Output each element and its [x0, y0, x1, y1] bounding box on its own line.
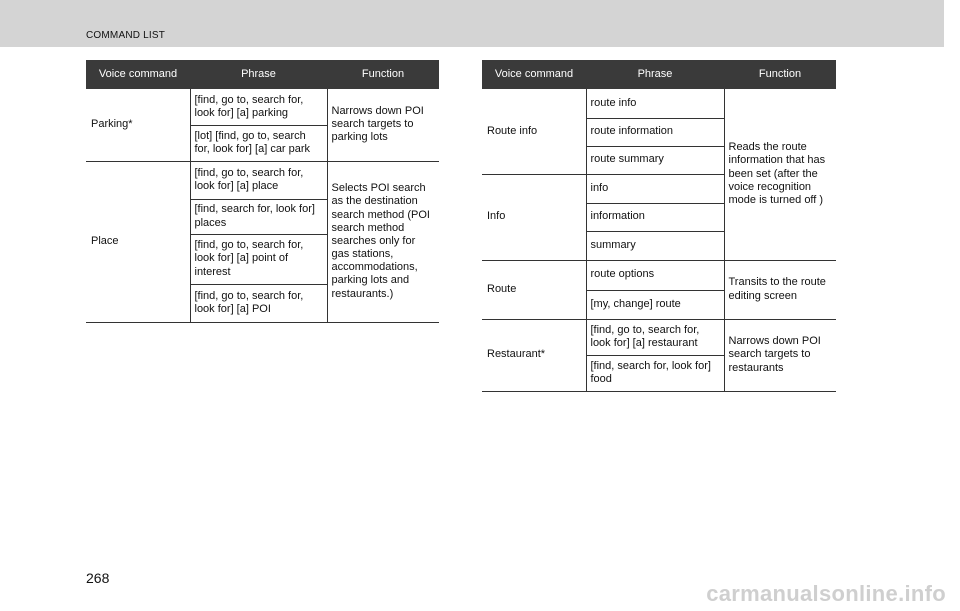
column-header-voice-command: Voice command: [86, 60, 190, 89]
column-header-phrase: Phrase: [190, 60, 327, 89]
table-row: [86, 161, 439, 199]
function-cell: Selects POI search as the destination search method (POI search method searches only for gas stations, accommodations, parking lots and restaurants.): [327, 161, 439, 322]
table-row: [482, 89, 836, 118]
phrase-cell: summary: [586, 231, 724, 260]
watermark: carmanualsonline.info: [706, 581, 946, 606]
table-row: [86, 89, 439, 125]
phrase-cell: [find, go to, search for, look for] [a] POI: [190, 284, 327, 322]
voice-command-cell: Info: [482, 174, 586, 260]
phrase-cell: [lot] [find, go to, search for, look for] [a] car park: [190, 125, 327, 161]
table-header-row: [86, 60, 439, 89]
phrase-cell: [find, go to, search for, look for] [a] place: [190, 161, 327, 199]
voice-command-cell: Route: [482, 260, 586, 319]
voice-command-cell: Route info: [482, 89, 586, 174]
phrase-cell: [find, go to, search for, look for] [a] point of interest: [190, 234, 327, 284]
function-cell: Reads the route information that has been set (after the voice recognition mode is turned off ): [724, 89, 836, 260]
phrase-cell: info: [586, 174, 724, 203]
page-number: 268: [86, 570, 110, 586]
phrase-cell: route options: [586, 260, 724, 290]
column-header-function: Function: [724, 60, 836, 89]
table-row: [482, 319, 836, 355]
command-table-left: [86, 60, 439, 323]
phrase-cell: [my, change] route: [586, 290, 724, 319]
phrase-cell: [find, search for, look for] places: [190, 199, 327, 234]
phrase-cell: route info: [586, 89, 724, 118]
command-table-right: [482, 60, 836, 392]
voice-command-cell: Parking*: [86, 89, 190, 161]
function-cell: Narrows down POI search targets to restaurants: [724, 319, 836, 391]
column-header-function: Function: [327, 60, 439, 89]
phrase-cell: [find, go to, search for, look for] [a] restaurant: [586, 319, 724, 355]
table-header-row: [482, 60, 836, 89]
column-header-phrase: Phrase: [586, 60, 724, 89]
function-cell: Narrows down POI search targets to parking lots: [327, 89, 439, 161]
function-cell: Transits to the route editing screen: [724, 260, 836, 319]
voice-command-cell: Place: [86, 161, 190, 322]
table-row: [482, 260, 836, 290]
page-header-title: COMMAND LIST: [86, 30, 166, 41]
phrase-cell: route information: [586, 118, 724, 146]
voice-command-cell: Restaurant*: [482, 319, 586, 391]
phrase-cell: route summary: [586, 146, 724, 174]
phrase-cell: information: [586, 203, 724, 231]
phrase-cell: [find, go to, search for, look for] [a] parking: [190, 89, 327, 125]
phrase-cell: [find, search for, look for] food: [586, 355, 724, 391]
column-header-voice-command: Voice command: [482, 60, 586, 89]
